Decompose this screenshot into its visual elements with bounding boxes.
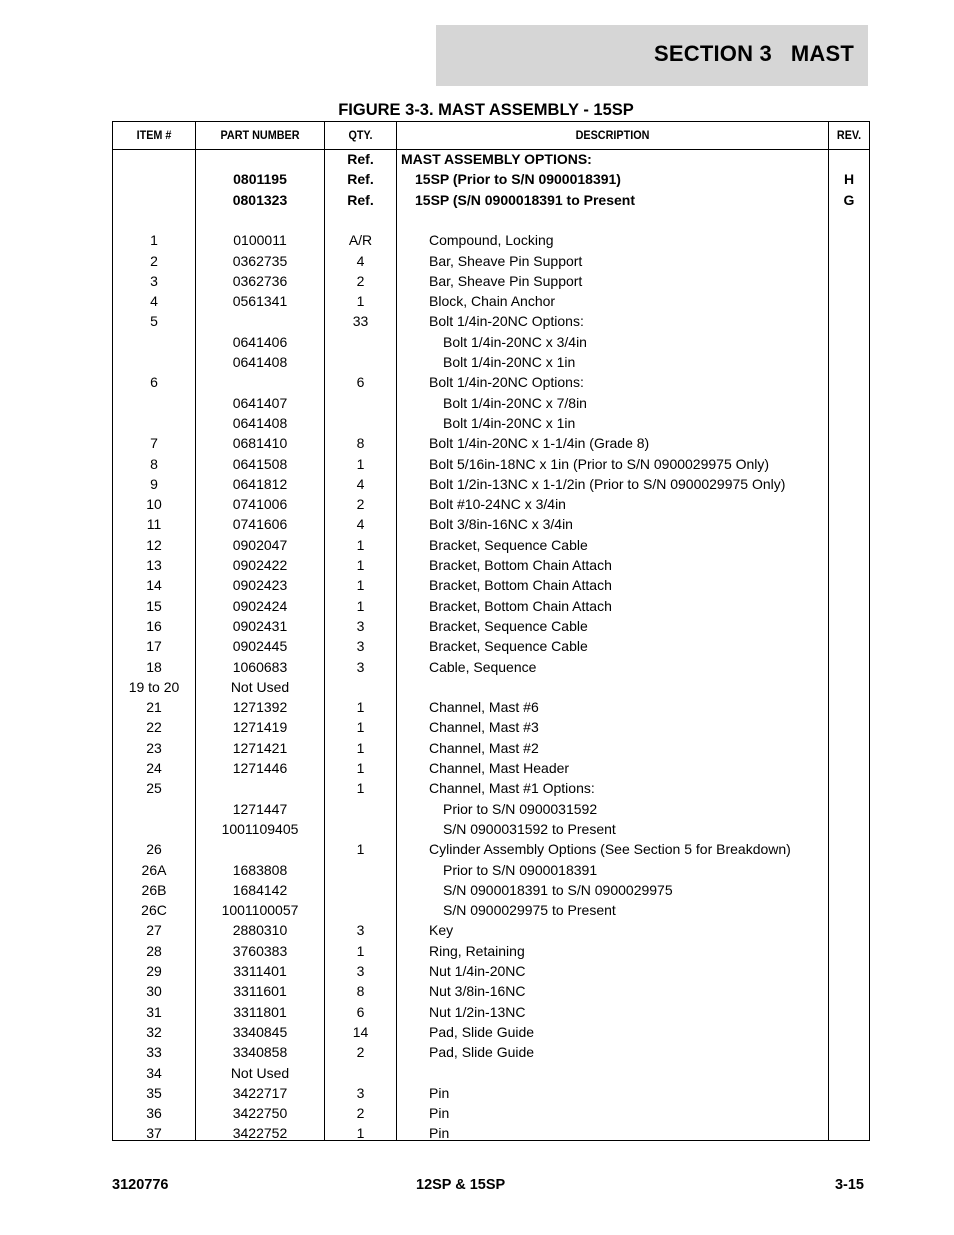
qty-cell: 3 (356, 638, 365, 655)
table-row (113, 170, 869, 190)
part-number-cell: 1271447 (232, 800, 288, 817)
table-row (113, 150, 869, 170)
table-row (113, 1104, 869, 1124)
part-number-cell: 1271446 (232, 760, 288, 776)
item-cell: 8 (150, 455, 158, 472)
qty-cell: 2 (356, 496, 365, 513)
part-number-cell: 1001109405 (221, 820, 299, 837)
item-cell: 15 (146, 597, 162, 614)
part-number-cell: 3422752 (232, 1125, 288, 1142)
part-number-cell: 1060683 (232, 658, 288, 675)
part-number-cell: 0902424 (232, 597, 288, 614)
qty-cell: 1 (356, 1125, 365, 1142)
part-number-cell: 0801195 (233, 171, 287, 188)
column-header-rev: REV. (836, 128, 862, 142)
item-cell: 6 (150, 374, 158, 391)
part-number-cell: 1683808 (232, 861, 288, 878)
item-cell: 26C (141, 902, 167, 919)
part-number-cell: 0902431 (232, 617, 288, 634)
part-number-cell: 0641407 (232, 394, 288, 411)
part-number-cell: 3422750 (232, 1105, 288, 1122)
section-title: SECTION 3 MAST (654, 41, 854, 66)
table-row (113, 982, 869, 1002)
part-number-cell: 3340858 (232, 1044, 288, 1061)
item-cell: 18 (146, 658, 162, 675)
table-row (113, 759, 869, 779)
part-number-cell: 3422717 (232, 1084, 288, 1101)
qty-cell: 1 (356, 780, 365, 797)
part-number-cell: 0362735 (232, 252, 288, 269)
qty-cell: 1 (356, 942, 365, 959)
table-row (113, 353, 869, 373)
qty-cell: Ref. (347, 171, 374, 188)
table-row (113, 495, 869, 515)
description-cell: 15SP (S/N 0900018391 to Present (415, 191, 635, 208)
qty-cell: 3 (356, 922, 365, 939)
part-number-cell: 0641408 (232, 354, 288, 370)
part-number-cell: 3760383 (232, 942, 288, 959)
qty-cell: 8 (356, 435, 365, 452)
table-row (113, 678, 869, 698)
part-number-cell: 0362736 (232, 272, 288, 289)
qty-cell: 1 (356, 577, 365, 594)
qty-cell: 1 (356, 739, 365, 756)
part-number-cell: 3311401 (233, 963, 287, 979)
item-cell: 37 (146, 1125, 162, 1142)
part-number-cell: 0741006 (232, 496, 288, 513)
table-row (113, 272, 869, 292)
item-cell: 26B (141, 881, 167, 898)
item-cell: 22 (146, 719, 162, 736)
table-row (113, 1023, 869, 1043)
description-cell: Bolt 1/4in-20NC x 1in (443, 354, 576, 370)
part-number-cell: 0902423 (232, 577, 288, 594)
footer-page-number: 3-15 (834, 1177, 864, 1193)
qty-cell: Ref. (347, 191, 374, 208)
description-cell: Channel, Mast #1 Options: (429, 780, 595, 797)
table-row (113, 576, 869, 596)
qty-cell: 4 (356, 475, 365, 492)
table-row (113, 231, 869, 251)
item-cell: 14 (146, 577, 162, 594)
table-row (113, 739, 869, 759)
qty-cell: 3 (356, 1084, 365, 1101)
table-row (113, 312, 869, 332)
description-cell: Key (429, 922, 454, 939)
part-number-cell: 0641406 (232, 333, 288, 350)
qty-cell: 1 (356, 557, 365, 573)
item-cell: 11 (146, 516, 162, 533)
description-cell: Pad, Slide Guide (429, 1023, 535, 1040)
qty-cell: 33 (352, 313, 369, 330)
qty-cell: 1 (356, 597, 365, 614)
table-row (113, 901, 869, 921)
item-cell: 7 (150, 435, 158, 452)
table-row (113, 637, 869, 657)
table-row (113, 333, 869, 353)
table-row (113, 1084, 869, 1104)
table-row (113, 373, 869, 393)
item-cell: 26 (146, 841, 162, 858)
part-number-cell: 1271421 (232, 739, 288, 756)
part-number-cell: 3311801 (233, 1003, 287, 1020)
qty-cell: 2 (356, 272, 365, 289)
qty-cell: 3 (356, 963, 365, 979)
description-cell: Bolt 1/2in-13NC x 1-1/2in (Prior to S/N 0900029975 Only) (429, 475, 786, 492)
part-number-cell: 1684142 (232, 881, 288, 898)
item-cell: 25 (146, 780, 162, 797)
table-row (113, 820, 869, 840)
qty-cell: 3 (356, 617, 365, 634)
table-row (113, 779, 869, 799)
table-row (113, 434, 869, 454)
description-cell: Channel, Mast #6 (429, 699, 539, 716)
description-cell: MAST ASSEMBLY OPTIONS: (401, 151, 592, 167)
description-cell: Bracket, Bottom Chain Attach (429, 557, 612, 573)
description-cell: Ring, Retaining (429, 942, 525, 959)
column-header-description: DESCRIPTION (575, 128, 650, 142)
qty-cell: 4 (356, 252, 365, 269)
table-row (113, 536, 869, 556)
qty-cell: 2 (356, 1044, 365, 1061)
qty-cell: 3 (356, 658, 365, 675)
item-cell: 33 (146, 1044, 162, 1061)
description-cell: Prior to S/N 0900018391 (443, 861, 598, 878)
table-row (113, 658, 869, 678)
description-cell: S/N 0900018391 to S/N 0900029975 (443, 881, 673, 898)
part-number-cell: Not Used (230, 678, 290, 695)
description-cell: Channel, Mast #3 (429, 719, 539, 736)
description-cell: Bracket, Sequence Cable (429, 536, 588, 553)
table-row (113, 698, 869, 718)
item-cell: 24 (146, 760, 162, 776)
description-cell: Bracket, Bottom Chain Attach (429, 597, 612, 614)
qty-cell: 1 (356, 719, 365, 736)
description-cell: Nut 1/2in-13NC (429, 1003, 526, 1020)
description-cell: Nut 3/8in-16NC (429, 983, 526, 1000)
table-row (113, 800, 869, 820)
description-cell: Compound, Locking (429, 232, 554, 249)
part-number-cell: 1271392 (232, 699, 288, 716)
item-cell: 4 (150, 293, 158, 310)
table-row (113, 394, 869, 414)
table-row (113, 1124, 869, 1144)
description-cell: Bolt 1/4in-20NC x 1in (443, 414, 576, 431)
item-cell: 2 (150, 252, 158, 269)
qty-cell: 14 (352, 1023, 369, 1040)
description-cell: Prior to S/N 0900031592 (443, 800, 598, 817)
table-row (113, 861, 869, 881)
part-number-cell: 3340845 (232, 1023, 288, 1040)
item-cell: 35 (146, 1084, 162, 1101)
part-number-cell: Not Used (230, 1064, 290, 1081)
table-row (113, 881, 869, 901)
table-row (113, 840, 869, 860)
item-cell: 10 (146, 496, 162, 513)
qty-cell: 6 (356, 374, 365, 391)
part-number-cell: 0561341 (232, 293, 288, 310)
qty-cell: A/R (348, 232, 373, 249)
item-cell: 27 (146, 922, 162, 939)
item-cell: 34 (146, 1064, 162, 1081)
part-number-cell: 0641812 (232, 475, 288, 492)
column-header-part-number: PART NUMBER (220, 128, 300, 142)
item-cell: 36 (146, 1105, 162, 1122)
footer-model: 12SP & 15SP (416, 1177, 506, 1193)
item-cell: 9 (150, 475, 158, 492)
description-cell: Bolt 1/4in-20NC Options: (429, 374, 584, 391)
table-row (113, 1043, 869, 1063)
part-number-cell: 0641508 (232, 455, 288, 472)
part-number-cell: 0902445 (232, 638, 288, 655)
description-cell: Block, Chain Anchor (429, 293, 556, 310)
description-cell: Channel, Mast Header (429, 760, 570, 776)
item-cell: 16 (146, 617, 162, 634)
qty-cell: Ref. (347, 151, 374, 167)
qty-cell: 1 (356, 841, 365, 858)
parts-table (112, 121, 870, 1141)
table-row (113, 191, 869, 211)
item-cell: 3 (150, 272, 158, 289)
item-cell: 12 (146, 536, 162, 553)
description-cell: Pad, Slide Guide (429, 1044, 535, 1061)
qty-cell: 4 (356, 516, 365, 533)
part-number-cell: 0741606 (232, 516, 288, 533)
description-cell: 15SP (Prior to S/N 0900018391) (415, 171, 621, 188)
qty-cell: 6 (356, 1003, 365, 1020)
item-cell: 23 (146, 739, 162, 756)
part-number-cell: 0902047 (232, 536, 288, 553)
description-cell: Bolt 1/4in-20NC x 1-1/4in (Grade 8) (429, 435, 650, 452)
qty-cell: 8 (356, 983, 365, 1000)
description-cell: Bolt 5/16in-18NC x 1in (Prior to S/N 0900029975 Only) (429, 455, 770, 472)
item-cell: 13 (146, 557, 162, 573)
qty-cell: 1 (356, 455, 365, 472)
table-row (113, 1003, 869, 1023)
part-number-cell: 0681410 (232, 435, 288, 452)
part-number-cell: 0641408 (232, 414, 288, 431)
item-cell: 21 (146, 699, 162, 716)
table-row (113, 556, 869, 576)
description-cell: Nut 1/4in-20NC (429, 963, 526, 979)
description-cell: Pin (429, 1084, 450, 1101)
description-cell: Bracket, Sequence Cable (429, 617, 588, 634)
table-row (113, 515, 869, 535)
description-cell: Bracket, Bottom Chain Attach (429, 577, 612, 594)
table-row (113, 962, 869, 982)
part-number-cell: 2880310 (232, 922, 288, 939)
part-number-cell: 1001100057 (221, 902, 299, 919)
item-cell: 1 (150, 232, 158, 249)
part-number-cell: 1271419 (232, 719, 288, 736)
part-number-cell: 3311601 (233, 983, 287, 1000)
description-cell: Bolt #10-24NC x 3/4in (429, 496, 566, 513)
qty-cell: 1 (356, 699, 365, 716)
table-row (113, 475, 869, 495)
table-row (113, 1064, 869, 1084)
table-row (113, 718, 869, 738)
description-cell: Bolt 3/8in-16NC x 3/4in (429, 516, 573, 533)
description-cell: Bolt 1/4in-20NC x 3/4in (443, 333, 587, 350)
qty-cell: 1 (356, 536, 365, 553)
qty-cell: 1 (356, 293, 365, 310)
description-cell: Bar, Sheave Pin Support (429, 252, 583, 269)
item-cell: 28 (146, 942, 162, 959)
description-cell: Cable, Sequence (429, 658, 537, 675)
table-row (113, 455, 869, 475)
description-cell: S/N 0900029975 to Present (443, 902, 616, 919)
qty-cell: 2 (356, 1105, 365, 1122)
description-cell: Pin (429, 1125, 450, 1142)
table-row (113, 414, 869, 434)
footer-document-number: 3120776 (112, 1177, 169, 1193)
part-number-cell: 0801323 (232, 191, 288, 208)
item-cell: 26A (141, 861, 167, 878)
table-row (113, 617, 869, 637)
qty-cell: 1 (356, 760, 365, 776)
description-cell: Bolt 1/4in-20NC Options: (429, 313, 584, 330)
table-row (113, 211, 869, 231)
description-cell: Cylinder Assembly Options (See Section 5 for Breakdown) (429, 841, 791, 858)
part-number-cell: 0100011 (233, 232, 287, 249)
table-row (113, 597, 869, 617)
description-cell: Channel, Mast #2 (429, 739, 539, 756)
figure-title: FIGURE 3-3. MAST ASSEMBLY - 15SP (338, 101, 634, 119)
description-cell: Bar, Sheave Pin Support (429, 272, 583, 289)
table-row (113, 252, 869, 272)
part-number-cell: 0902422 (232, 557, 288, 573)
rev-cell: G (843, 191, 855, 208)
table-row (113, 921, 869, 941)
description-cell: S/N 0900031592 to Present (443, 820, 616, 837)
description-cell: Bolt 1/4in-20NC x 7/8in (443, 394, 587, 411)
description-cell: Pin (429, 1105, 450, 1122)
section-banner (436, 25, 868, 86)
rev-cell: H (843, 171, 855, 188)
item-cell: 32 (146, 1023, 162, 1040)
item-cell: 29 (146, 963, 162, 979)
description-cell: Bracket, Sequence Cable (429, 638, 588, 655)
item-cell: 31 (146, 1003, 162, 1020)
table-row (113, 942, 869, 962)
item-cell: 30 (146, 983, 162, 1000)
column-header-item: ITEM # (136, 128, 172, 142)
item-cell: 19 to 20 (128, 678, 180, 695)
item-cell: 17 (146, 638, 162, 655)
column-header-qty: QTY. (348, 128, 373, 142)
item-cell: 5 (150, 313, 158, 330)
table-row (113, 292, 869, 312)
